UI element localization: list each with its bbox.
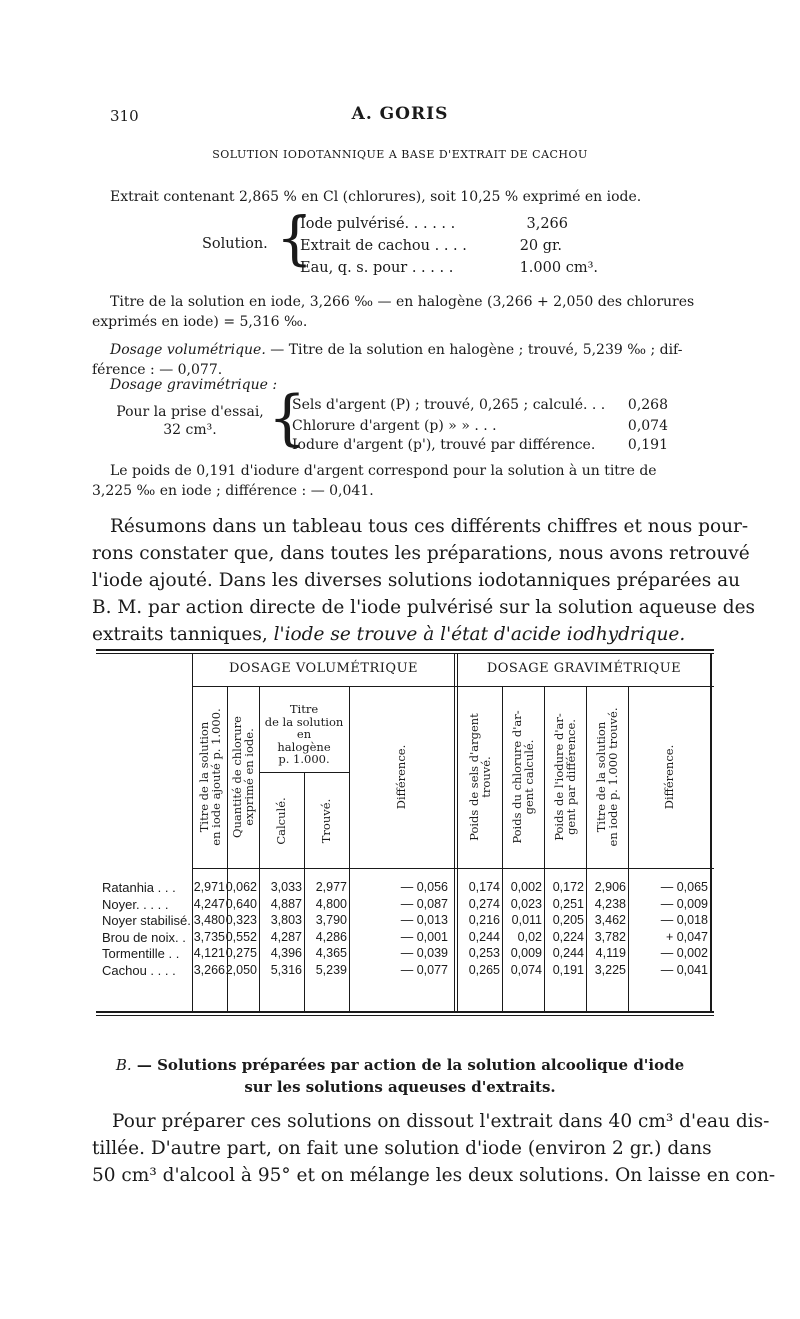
table-rule (710, 654, 712, 1011)
dosage-vol-line-1: Dosage volumétrique. — Titre de la solution en halogène ; trouvé, 5,239 ‰ ; dif- (110, 342, 683, 358)
table-cell: — 0,009 (660, 896, 708, 911)
page-number: 310 (110, 107, 139, 125)
table-cell: 0,253 (468, 946, 500, 960)
table-cell: 0,323 (225, 913, 257, 927)
table-cell: 0,191 (552, 962, 584, 977)
table-rule (304, 773, 305, 1011)
solution-item: Iode pulvérisé. . . . . . 3,266 (300, 216, 568, 232)
table-cell: 5,316 (270, 962, 302, 977)
table-cell: — 0,001 (400, 929, 448, 944)
table-rule (96, 1015, 714, 1016)
table-cell: — 0,039 (400, 946, 448, 960)
resumons-line-3: l'iode ajouté. Dans les diverses solutions iodotanniques préparées au (92, 570, 741, 591)
table-cell: 4,287 (270, 929, 302, 944)
table-cell: 4,247 (193, 896, 225, 911)
table-cell: 3,782 (594, 929, 626, 944)
table-cell: 2,977 (315, 880, 347, 894)
closing-line-3: 50 cm³ d'alcool à 95° et on mélange les deux solutions. On laisse en con- (92, 1165, 776, 1186)
closing-line-2: tillée. D'autre part, on fait une solution d'iode (environ 2 gr.) dans (92, 1138, 712, 1159)
col-header-poids-chlorure: Poids du chlorure d'ar- gent calculé. (510, 710, 536, 844)
poids-line-1: Le poids de 0,191 d'iodure d'argent correspond pour la solution à un titre de (110, 463, 657, 479)
col-header-poids-sels: Poids de sels d'argent trouvé. (467, 713, 493, 841)
table-cell: — 0,041 (660, 962, 708, 977)
section-b-heading: B. — Solutions préparées par action de la solution alcoolique d'iode (115, 1056, 685, 1074)
section-b-heading-line-2: sur les solutions aqueuses d'extraits. (244, 1078, 556, 1096)
closing-line-1: Pour préparer ces solutions on dissout l'extrait dans 40 cm³ d'eau dis- (112, 1111, 770, 1132)
col-header-poids-iodure: Poids de l'iodure d'ar- gent par différence. (552, 713, 578, 841)
table-cell: 0,174 (468, 880, 500, 894)
table-cell: 3,225 (594, 962, 626, 977)
poids-line-2: 3,225 ‰ en iode ; différence : — 0,041. (92, 483, 374, 499)
brace-icon: { (268, 383, 307, 453)
table-cell: 0,224 (552, 929, 584, 944)
table-cell: 0,009 (510, 946, 542, 960)
table-cell: 0,062 (225, 880, 257, 894)
table-cell: 0,023 (510, 896, 542, 911)
table-cell: 0,265 (468, 962, 500, 977)
table-row-label: Noyer. . . . . (102, 896, 169, 912)
resumons-line-4: B. M. par action directe de l'iode pulvérisé sur la solution aqueuse des (92, 597, 756, 618)
table-cell: 0,011 (511, 913, 542, 927)
table-cell: 0,244 (552, 946, 584, 960)
table-cell: 4,365 (315, 946, 347, 960)
results-table (96, 641, 714, 1018)
col-header-calcule: Calculé. (274, 797, 288, 845)
titre-line-2: exprimés en iode) = 5,316 ‰. (92, 314, 308, 330)
group-header-volumetrique: DOSAGE VOLUMÉTRIQUE (228, 661, 419, 676)
table-cell: 4,119 (595, 946, 626, 960)
table-cell: 0,640 (225, 896, 257, 911)
table-rule (454, 654, 455, 1011)
table-rule (96, 649, 714, 651)
table-cell: + 0,047 (665, 929, 708, 944)
table-cell: — 0,065 (660, 880, 708, 894)
table-cell: 2,906 (594, 880, 626, 894)
table-rule (586, 687, 587, 1011)
table-rule (502, 687, 503, 1011)
table-row-label: Ratanhia . . . (102, 880, 176, 895)
col-header-titre-ajoute: Titre de la solution en iode ajouté p. 1.000. (197, 708, 223, 846)
table-cell: 3,480 (193, 913, 225, 927)
col-header-difference-vol: Différence. (394, 744, 408, 810)
table-rule (349, 687, 350, 1011)
table-cell: 0,002 (510, 880, 542, 894)
table-rule (544, 687, 545, 1011)
col-header-titre-trouve: Titre de la solution en iode p. 1.000 trouvé. (594, 707, 620, 847)
resumons-line-5: extraits tanniques, l'iode se trouve à l'état d'acide iodhydrique. (92, 624, 686, 645)
grav-row: Iodure d'argent (p'), trouvé par différence. 0,191 (292, 437, 668, 453)
col-header-difference-grav: Différence. (662, 744, 676, 810)
table-cell: 2,971 (193, 880, 225, 894)
solution-item: Extrait de cachou . . . . 20 gr. (300, 238, 562, 254)
table-cell: 4,121 (193, 946, 225, 960)
table-cell: 0,244 (468, 929, 500, 944)
intro-line: Extrait contenant 2,865 % en Cl (chlorures), soit 10,25 % exprimé en iode. (110, 189, 642, 205)
table-cell: 3,735 (193, 929, 225, 944)
table-cell: 0,216 (468, 913, 500, 927)
table-cell: — 0,087 (400, 896, 448, 911)
table-cell: 4,238 (594, 896, 626, 911)
dosage-vol-line-2: férence : — 0,077. (92, 362, 223, 378)
resumons-line-2: rons constater que, dans toutes les préparations, nous avons retrouvé (92, 543, 750, 564)
table-cell: 0,02 (517, 929, 542, 944)
table-cell: — 0,018 (660, 913, 708, 927)
table-rule (96, 1011, 714, 1013)
table-cell: 0,205 (552, 913, 584, 927)
prise-essai-label: Pour la prise d'essai, 32 cm³. (116, 404, 264, 438)
table-cell: 0,274 (468, 896, 500, 911)
table-cell: 0,074 (510, 962, 542, 977)
table-cell: 4,286 (315, 929, 347, 944)
resumons-line-1: Résumons dans un tableau tous ces différents chiffres et nous pour- (110, 516, 749, 537)
titre-line-1: Titre de la solution en iode, 3,266 ‰ — en halogène (3,266 + 2,050 des chlorures (110, 294, 695, 310)
table-row-label: Tormentille . . (102, 946, 180, 961)
table-cell: 0,552 (225, 929, 257, 944)
titre-header: Titre de la solution en halogène p. 1.000. (264, 702, 344, 766)
table-cell: 5,239 (315, 962, 347, 977)
solution-label: Solution. (202, 236, 268, 252)
table-cell: 0,172 (552, 880, 584, 894)
table-cell: 4,396 (270, 946, 302, 960)
table-rule (457, 654, 458, 1011)
table-cell: 3,790 (315, 913, 347, 927)
table-cell: 3,803 (270, 913, 302, 927)
table-rule (628, 687, 629, 1011)
dosage-grav-label: Dosage gravimétrique : (110, 377, 278, 393)
table-cell: 0,275 (225, 946, 257, 960)
brace-icon: { (276, 204, 313, 272)
table-row-label: Cachou . . . . (102, 962, 176, 978)
running-head-author: A. GORIS (351, 104, 449, 124)
table-cell: 4,800 (315, 896, 347, 911)
table-cell: — 0,013 (400, 913, 448, 927)
section-title: SOLUTION IODOTANNIQUE A BASE D'EXTRAIT DE CACHOU (212, 148, 588, 161)
table-rule (192, 686, 714, 687)
grav-row: Sels d'argent (P) ; trouvé, 0,265 ; calculé. . . 0,268 (292, 397, 668, 413)
table-cell: 3,462 (594, 913, 626, 927)
table-row-label: Noyer stabilisé. (102, 913, 191, 928)
table-row-label: Brou de noix. . (102, 929, 186, 945)
solution-item: Eau, q. s. pour . . . . . 1.000 cm³. (300, 260, 598, 276)
table-cell: 4,887 (270, 896, 302, 911)
table-cell: 0,251 (552, 896, 584, 911)
table-cell: 3,033 (270, 880, 302, 894)
table-rule (192, 868, 714, 869)
col-header-trouve: Trouvé. (319, 798, 333, 844)
table-cell: 2,050 (225, 962, 257, 977)
table-cell: — 0,056 (400, 880, 448, 894)
table-cell: — 0,002 (660, 946, 708, 960)
grav-row: Chlorure d'argent (p) » » . . . 0,074 (292, 418, 668, 434)
table-rule (96, 653, 714, 654)
table-cell: 3,266 (193, 962, 225, 977)
group-header-gravimetrique: DOSAGE GRAVIMÉTRIQUE (486, 661, 682, 676)
table-cell: — 0,077 (400, 962, 448, 977)
col-header-quantite-chlorure: Quantité de chlorure exprimé en iode. (230, 716, 256, 838)
